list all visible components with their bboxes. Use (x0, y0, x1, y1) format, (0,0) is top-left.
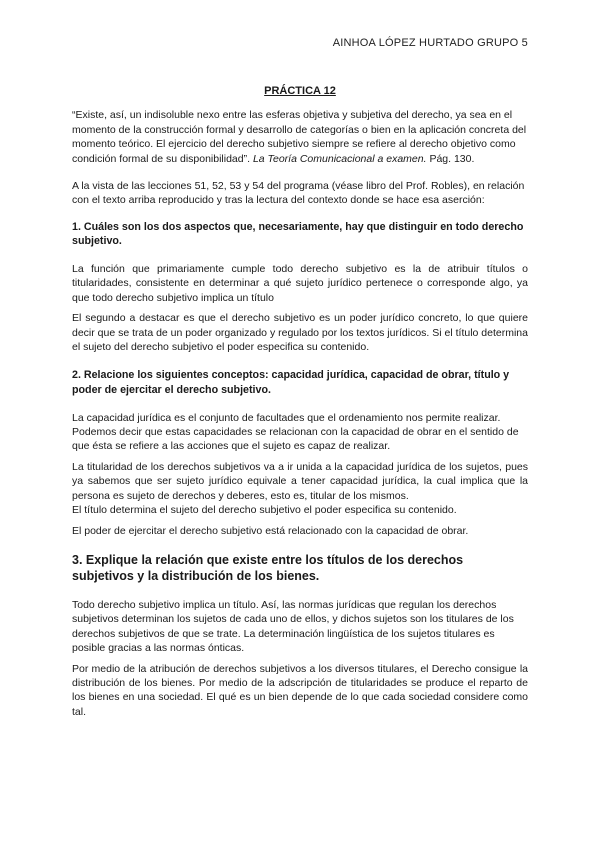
answer-3-paragraph-2: Por medio de la atribución de derechos subjetivos a los diversos titulares, el Derecho consigue la distribución de los bienes. Por medio de la adscripción de titularidades se produce el reparto de los bienes en una sociedad. El qué es un bien depende de lo que cada sociedad considere como tal. (72, 662, 528, 718)
answer-2-paragraph-1: La capacidad jurídica es el conjunto de facultades que el ordenamiento nos permite realizar. Podemos decir que estas capacidades se relacionan con la capacidad de obrar en el sentido de que ésta se refiere a las acciones que el sujeto es capaz de realizar. (72, 411, 519, 453)
quote-source: La Teoría Comunicacional a examen. (252, 152, 427, 165)
question-3-heading: 3. Explique la relación que existe entre los títulos de los derechos subjetivos y la distribución de los bienes. (72, 552, 464, 583)
question-2-heading: 2. Relacione los siguientes conceptos: capacidad jurídica, capacidad de obrar, título y poder de ejercitar el derecho subjetivo. (72, 369, 510, 397)
answer-3-paragraph-1: Todo derecho subjetivo implica un título. Así, las normas jurídicas que regulan los derechos subjetivos determinan los sujetos de cada uno de ellos, y dichos sujetos son los titulares de los derechos subjetivos de que se trate. La determinación lingüística de los sujetos titulares es posible gracias a las normas ónticas. (72, 598, 514, 655)
question-1-heading: 1. Cuáles son los dos aspectos que, necesariamente, hay que distinguir en todo derecho subjetivo. (72, 220, 524, 248)
answer-1-paragraph-1: La función que primariamente cumple todo derecho subjetivo es la de atribuir títulos o titularidades, consistente en determinar a qué sujeto jurídico pertenece o corresponde algo, ya que todo derecho subjetivo implica un título (72, 263, 528, 304)
answer-2-paragraph-3: El título determina el sujeto del derecho subjetivo el poder especifica su contenido. (72, 504, 457, 517)
answer-2-paragraph-4: El poder de ejercitar el derecho subjetivo está relacionado con la capacidad de obrar. (72, 524, 469, 537)
quote-text: “Existe, así, un indisoluble nexo entre las esferas objetiva y subjetiva del derecho, ya sea en el momento de la construcción formal y desarrollo de categorías o bien en la aplicación concreta del momento teórico. El ejercicio del derecho subjetivo siempre se refiere al derecho objetivo como condición formal de su disponibilidad”. (72, 109, 527, 165)
answer-2-paragraph-2: La titularidad de los derechos subjetivos va a ir unida a la capacidad jurídica de los sujetos, pues ya sabemos que ser sujeto jurídico equivale a tener capacidad jurídica, la cual implica que la persona es sujeto de derechos y deberes, esto es, titular de los mismos. (72, 460, 528, 502)
document-body (72, 84, 528, 719)
page-header-author: AINHOA LÓPEZ HURTADO GRUPO 5 (332, 37, 528, 49)
document-title: PRÁCTICA 12 (264, 85, 336, 97)
quote-page: Pág. 130. (429, 152, 475, 165)
answer-1-paragraph-2: El segundo a destacar es que el derecho subjetivo es un poder jurídico concreto, lo que quiere decir que se trata de un poder organizado y regulado por los textos jurídicos. Si el título determina el sujeto del derecho subjetivo el poder especifica su contenido. (72, 312, 528, 354)
opening-quote (72, 108, 528, 166)
intro-paragraph: A la vista de las lecciones 51, 52, 53 y 54 del programa (véase libro del Prof. Robles), en relación con el texto arriba reproducido y tras la lectura del contexto donde se hace esa aserción: (72, 180, 525, 207)
